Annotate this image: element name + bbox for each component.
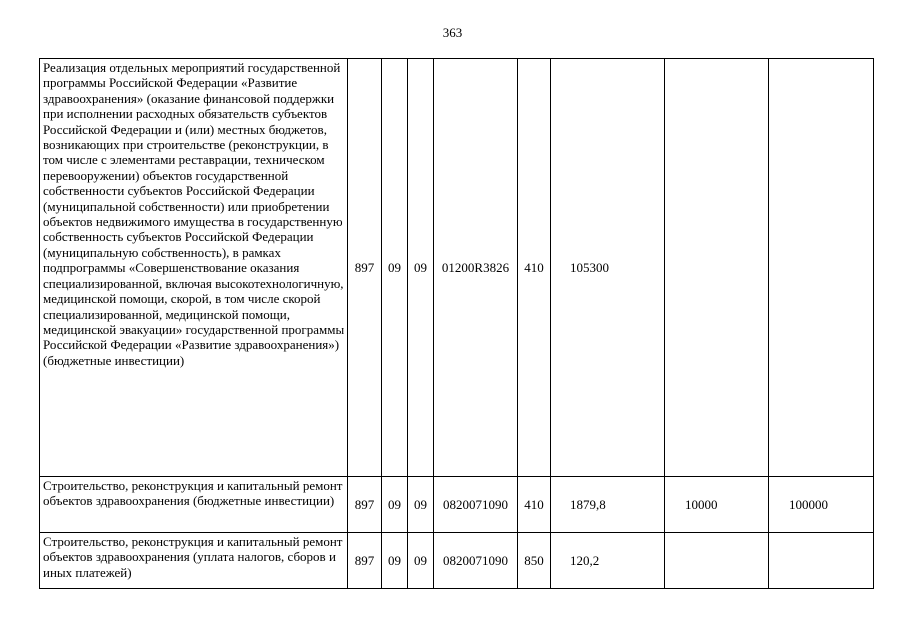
ministry-code: 897 (348, 59, 382, 477)
row-name: Реализация отдельных мероприятий государственной программы Российской Федерации «Развитие здравоохранения» (оказание финансовой поддержки при исполнении расходных обязательств субъектов Российской Федерации и (или) местных бюджетов, возникающих при строительстве (реконструкции, в том числе с элементами реставрации, техническом перевооружении) объектов государственной собственности субъектов Российской Федерации (муниципальной собственности) или приобретении объектов недвижимого имущества в государственную собственность субъектов Российской Федерации (муниципальную собственность), в рамках подпрограммы «Совершенствование оказания специализированной, включая высокотехнологичную, медицинской помощи, скорой, в том числе скорой специализированной, медицинской помощи, медицинской эвакуации» государственной программы Российской Федерации «Развитие здравоохранения») (бюджетные инвестиции) (40, 59, 348, 477)
row-name: Строительство, реконструкция и капитальный ремонт объектов здравоохранения (уплата налогов, сборов и иных платежей) (40, 533, 348, 589)
amount-2 (665, 59, 769, 477)
amount-3: 100000 (769, 477, 874, 533)
amount-2 (665, 533, 769, 589)
amount-1: 1879,8 (551, 477, 665, 533)
target-item-code: 01200R3826 (434, 59, 518, 477)
expense-type-code: 410 (518, 59, 551, 477)
budget-table (39, 58, 874, 589)
section-code: 09 (382, 477, 408, 533)
amount-2: 10000 (665, 477, 769, 533)
table-row (40, 59, 874, 477)
expense-type-code: 850 (518, 533, 551, 589)
ministry-code: 897 (348, 477, 382, 533)
subsection-code: 09 (408, 477, 434, 533)
page-number: 363 (442, 25, 463, 40)
target-item-code: 0820071090 (434, 533, 518, 589)
amount-3 (769, 59, 874, 477)
ministry-code: 897 (348, 533, 382, 589)
amount-1: 120,2 (551, 533, 665, 589)
subsection-code: 09 (408, 533, 434, 589)
amount-3 (769, 533, 874, 589)
amount-1: 105300 (551, 59, 665, 477)
table-row (40, 477, 874, 533)
table-row (40, 533, 874, 589)
expense-type-code: 410 (518, 477, 551, 533)
subsection-code: 09 (408, 59, 434, 477)
section-code: 09 (382, 533, 408, 589)
row-name: Строительство, реконструкция и капитальный ремонт объектов здравоохранения (бюджетные инвестиции) (40, 477, 348, 533)
section-code: 09 (382, 59, 408, 477)
target-item-code: 0820071090 (434, 477, 518, 533)
